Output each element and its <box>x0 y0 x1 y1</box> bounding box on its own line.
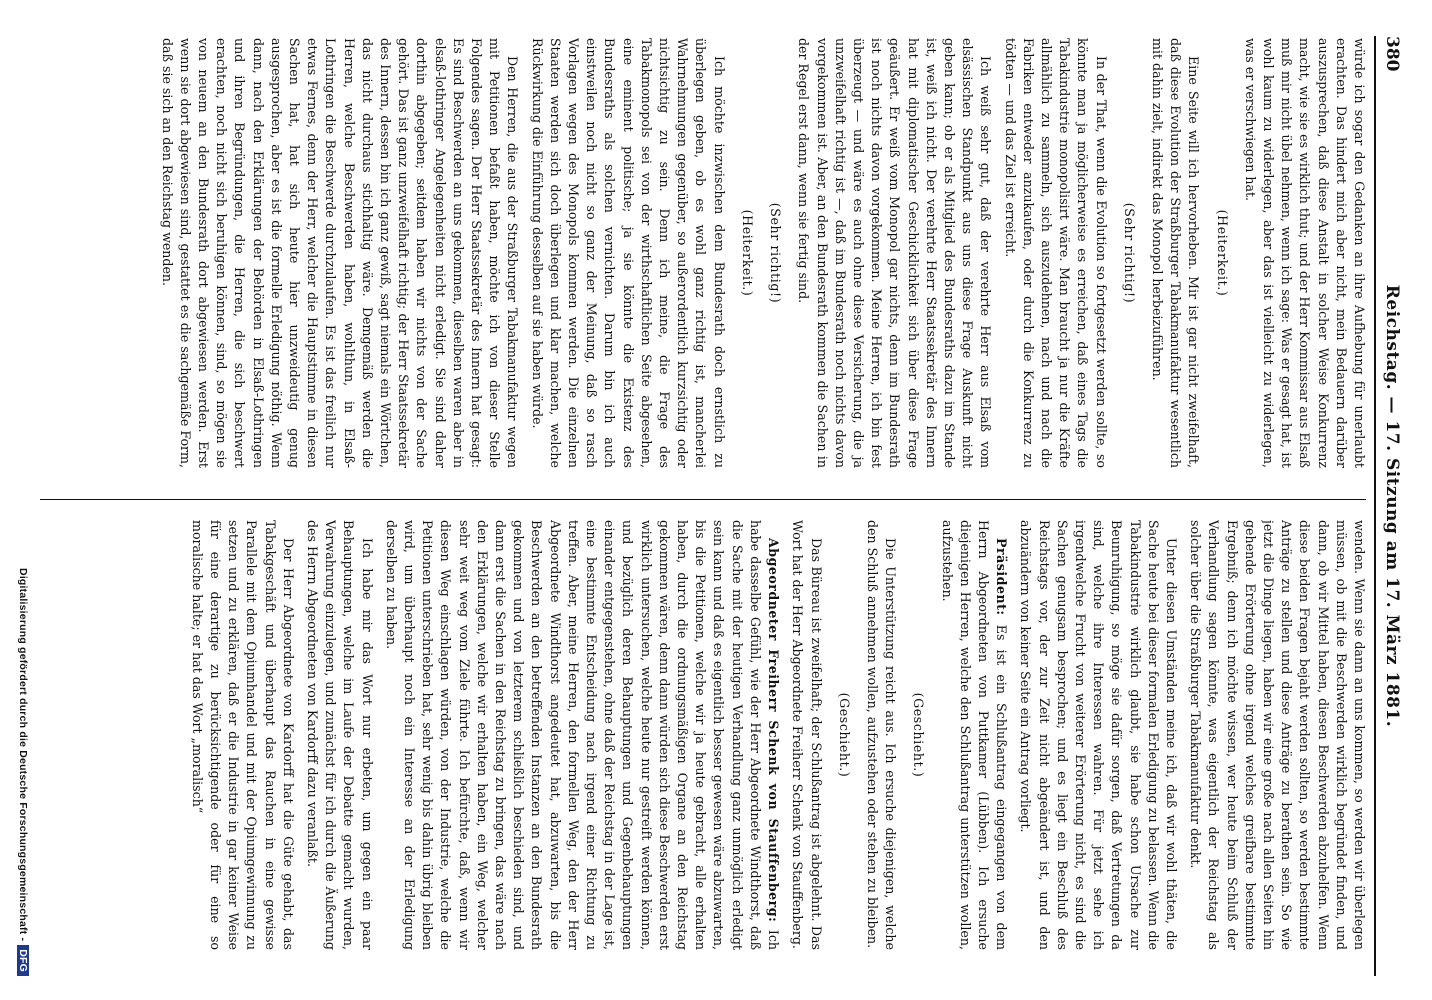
paragraph <box>937 520 1010 950</box>
paragraph-text: Es ist ein Schlußantrag eingegangen von dem Herrn Abgeordneten von Puttkamer (Lübben). Ich ersuche diejenigen Herren, welche den Schlußantrag unterstützen wollen, aufzustehen. <box>939 520 1010 950</box>
digitization-text: Digitalisierung gefördert durch die Deutsche Forschungsgemeinschaft - <box>17 568 29 942</box>
paragraph-text: Ich habe dasselbe Gefühl, wie der Herr Abgeordnete Windthorst, daß die Sache mit der heutigen Verhandlung ganz unmöglich erledigt sein kann und daß es eigentlich besser gewesen wäre abzuwarten, bis die Petitionen, welche wir ja heute gebracht, alle erhalten haben, durch die ordnungsmäßigen Organe an den Reichstag gekommen wären, denn dann würden sich diese Beschwerden erst wirklich untersuchen, welche heute nur gestreift werden können, und bezüglich deren Behauptungen und Gegenbehauptungen einander entgegenstehen, ohne daß der Reichstag in der Lage ist, eine bestimmte Entscheidung nach irgend einer Richtung zu treffen. Aber, meine Herren, den formellen Weg, den der Herr Abgeordnete Windthorst angedeutet hat, abzuwarten, bis die Beschwerden an den betreffenden Instanzen an den Bundesrath gekommen und von letzterem schließlich beschieden sind, und dann erst die Sachen in den Reichstag zu bringen, das wäre nach den Erklärungen, welche wir erhalten haben, ein Weg, welcher sehr weit weg vom Ziele führte. Ich befürchte, daß, wenn wir diesen Weg einschlagen würden, von der Industrie, welche die Petitionen unterschrieben hat, sehr wenig bis dahin übrig bleiben wird, um überhaupt noch ein Interesse an der Erledigung derselben zu haben. <box>383 520 782 950</box>
right-column <box>38 520 1368 950</box>
paragraph: würde ich sogar den Gedanken an ihre Aufhebung für unerlaubt erachten. Das hindert mich aber nicht, mein Bedauern darüber auszusprechen, daß diese Anstalt in solcher Weise Konkurrenz macht, wie sie es wirklich thut; und der Herr Kommissar aus Elsaß muß mir nicht übel nehmen, wenn ich sage: Was er gesagt hat, ist wohl kaum zu widerlegen, aber das ist vielleicht zu widerlegen, was er verschwiegen hat. <box>1242 38 1367 468</box>
reaction-note: (Sehr richtig!) <box>768 202 784 304</box>
page-title: Reichstag. — 17. Sitzung am 17. März 1881. <box>1382 284 1402 728</box>
reaction-note: (Heiterkeit.) <box>739 209 755 297</box>
paragraph: Ich möchte inzwischen dem Bundesrath doch ernstlich zu überlegen geben, ob es wohl ganz richtig ist, mancherlei Wahrnehmungen gegenüber, so außerordentlich kurzsichtig oder nichtsichtig zu sein. Denn ich meine, die Frage des Tabakmonopols sei von der wirthschaftlichen Seite abgesehen, eine eminent politische; ja sie könnte die Existenz des Bundesraths als solchen vernichten. Darum bin ich auch einstweilen noch nicht so ganz der Meinung, daß so rasch Vorlagen wegen des Monopols kommen werden. Die einzelnen Staaten werden sich doch überlegen und klar machen, welche Rückwirkung die Einführung desselben auf sie haben würde. <box>529 38 727 468</box>
page-number: 380 <box>1382 36 1402 72</box>
paragraph: Der Herr Abgeordnete von Kardorff hat die Güte gehabt, das Tabakgeschäft und überhaupt das Rauchen in eine gewisse Parallele mit dem Opiumhandel und mit der Opiumgewinnung zu setzen und zu erklären, daß er die Industrie in gar keiner Weise für eine derartige zu berücksichtigende oder für eine so moralische halte; er hat das Wort „moralisch“ <box>189 520 296 950</box>
digitization-notice <box>17 36 29 976</box>
paragraph: Unter diesen Umständen meine ich, daß wir wohl thäten, die Sache heute bei dieser formalen Erledigung zu belassen. Wenn die Tabakindustrie wirklich glaubt, sie habe schon Ursache zur Beunruhigung, so möge sie dafür sorgen, daß Vertretungen da sind, welche ihre Interessen wahren. Für jetzt sehe ich irgendwelche Frucht von weiterer Erörterung nicht, es sind die Sachen genugsam besprochen; und es liegt ein Beschluß des Reichstags vor, der zur Zeit nicht abgeändert ist, und den abzuändern von keiner Seite ein Antrag vorliegt. <box>1018 520 1179 950</box>
speaker-name: Präsident: <box>994 538 1010 616</box>
reaction-note: (Heiterkeit.) <box>1214 209 1230 297</box>
paragraph <box>382 520 782 950</box>
paragraph: Ich weiß sehr gut, daß der verehrte Herr aus Elsaß vom elsässischen Standpunkt aus uns diese Frage Auskunft nicht geben kann; ob er als Mitglied des Bundesraths dazu im Stande ist, weiß ich nicht. Der verehrte Herr Staatssekretär des Innern hat mit diplomatischer Geschicklichkeit sich über diese Frage geäußert. Er weiß vom Monopol gar nichts, denn im Bundesrath ist noch nichts davon vorgekommen. Meine Herren, ich bin fest überzeugt — und wäre es auch ohne diese Versicherung, die ja unzweifelhaft richtig ist —, daß im Bundesrath noch nichts davon vorgekommen ist. Aber, an den Bundesrath kommen die Sachen in der Regel erst dann, wenn sie fertig sind. <box>796 38 994 468</box>
speaker-name: Abgeordneter Freiherr Schenk von Stauffenberg: <box>766 538 782 923</box>
paragraph: Ich habe mir das Wort nur erbeten, um gegen ein paar Behauptungen, welche im Laufe der Debatte gemacht wurden, Verwahrung einzulegen, und zunächst für ich durch die Äußerung des Herrn Abgeordneten von Kardorff dazu veranlaßt. <box>305 520 375 950</box>
paragraph: Den Herren, die aus der Straßburger Tabakmanufaktur wegen mit Petitionen befaßt haben, möchte ich von dieser Stelle Folgendes sagen. Der Herr Staatssekretär des Innern hat gesagt: Es sind Beschwerden an uns gekommen, dieselben waren aber in elsaß-lothringer Angelegenheiten nicht erledigt. Sie sind daher dorthin abgegeben; seitdem haben wir nichts von der Sache gehört. Das ist ganz unzweifelhaft richtig; der Herr Staatssekretär des Innern, dessen bin ich ganz gewiß, sagt niemals ein Wörtchen, das nicht durchaus stichhaltig wäre. Demgemäß werden die Herren, welche Beschwerden haben, wohlthun, in Elsaß-Lothringen die Beschwerde durchzulaufen. Es ist das freilich nur etwas Fernes, denn der Herr, welcher die Hauptstimme in diesen Sachen hat, hat sich heute hier unzweideutig genug ausgesprochen, aber es ist die formelle Erledigung nöthig. Wenn dann, nach den Erklärungen der Behörden in Elsaß-Lothringen und ihren Begründungen, die Herren, die sich beschwert erachten, noch nicht sich beruhigen können, sind, so mögen sie von neuem an den Bundesrath dort abgewiesen werden. Erst wenn sie dort abgewiesen sind, gestattet es die sachgemäße Form, daß sie sich an den Reichstag wenden. <box>159 38 521 468</box>
page-header <box>1374 36 1402 976</box>
paragraph: Das Büreau ist zweifelhaft; der Schlußantrag ist abgelehnt. Das Wort hat der Herr Abgeordnete Freiherr Schenk von Stauffenberg. <box>790 520 824 950</box>
dfg-logo: DFG <box>17 945 29 976</box>
column-separator <box>40 499 1366 500</box>
paragraph: Die Unterstützung reicht aus. Ich ersuche diejenigen, welche den Schluß annehmen wollen, aufzustehen oder stehen zu bleiben. <box>864 520 899 950</box>
reaction-note: (Geschieht.) <box>836 692 852 778</box>
left-column <box>38 38 1368 468</box>
reaction-note: (Geschieht.) <box>911 692 927 778</box>
paragraph: wenden. Wenn sie dann an uns kommen, so werden wir überlegen müssen, ob mit die Beschwerden wirklich begründet finden, und dann, ob wir Mittel haben, diesen Beschwerden abzuhelfen. Wenn diese beiden Fragen bejaht werden sollten, so werden bestimmte Anträge zu stellen und diese Anträge zu berathen sein. So wie jetzt die Dinge liegen, haben wir eine große nach allen Seiten hin gehende Erörterung ohne irgend welches greifbare bestimmte Ergebniß; denn ich möchte wissen, wer heute beim Schluß der Verhandlung sagen könnte, was eigentlich der Reichstag als solcher über die Straßburger Tabakmanufaktur denkt. <box>1188 520 1367 950</box>
paragraph: Eine Seite will ich hervorheben. Mir ist gar nicht zweifelhaft, daß diese Evolution der Straßburger Tabakmanufaktur wesentlich mit dahin zielt, indirekt das Monopol herbeizuführen. <box>1149 38 1202 468</box>
reaction-note: (Sehr richtig!) <box>1121 202 1137 304</box>
header-rule <box>1374 36 1376 976</box>
paragraph: In der That, wenn die Evolution so fortgesetzt werden sollte, so könnte man ja möglicherweise es erreichen, daß eines Tags die Tabakindustrie monopolisirt wäre. Man braucht ja nur die Kräfte allmählich zu sammeln, sich auszudehnen, nach und nach die Fabriken entweder anzukaufen, oder durch die Konkurrenz zu tödten — und das Ziel ist erreicht. <box>1002 38 1109 468</box>
